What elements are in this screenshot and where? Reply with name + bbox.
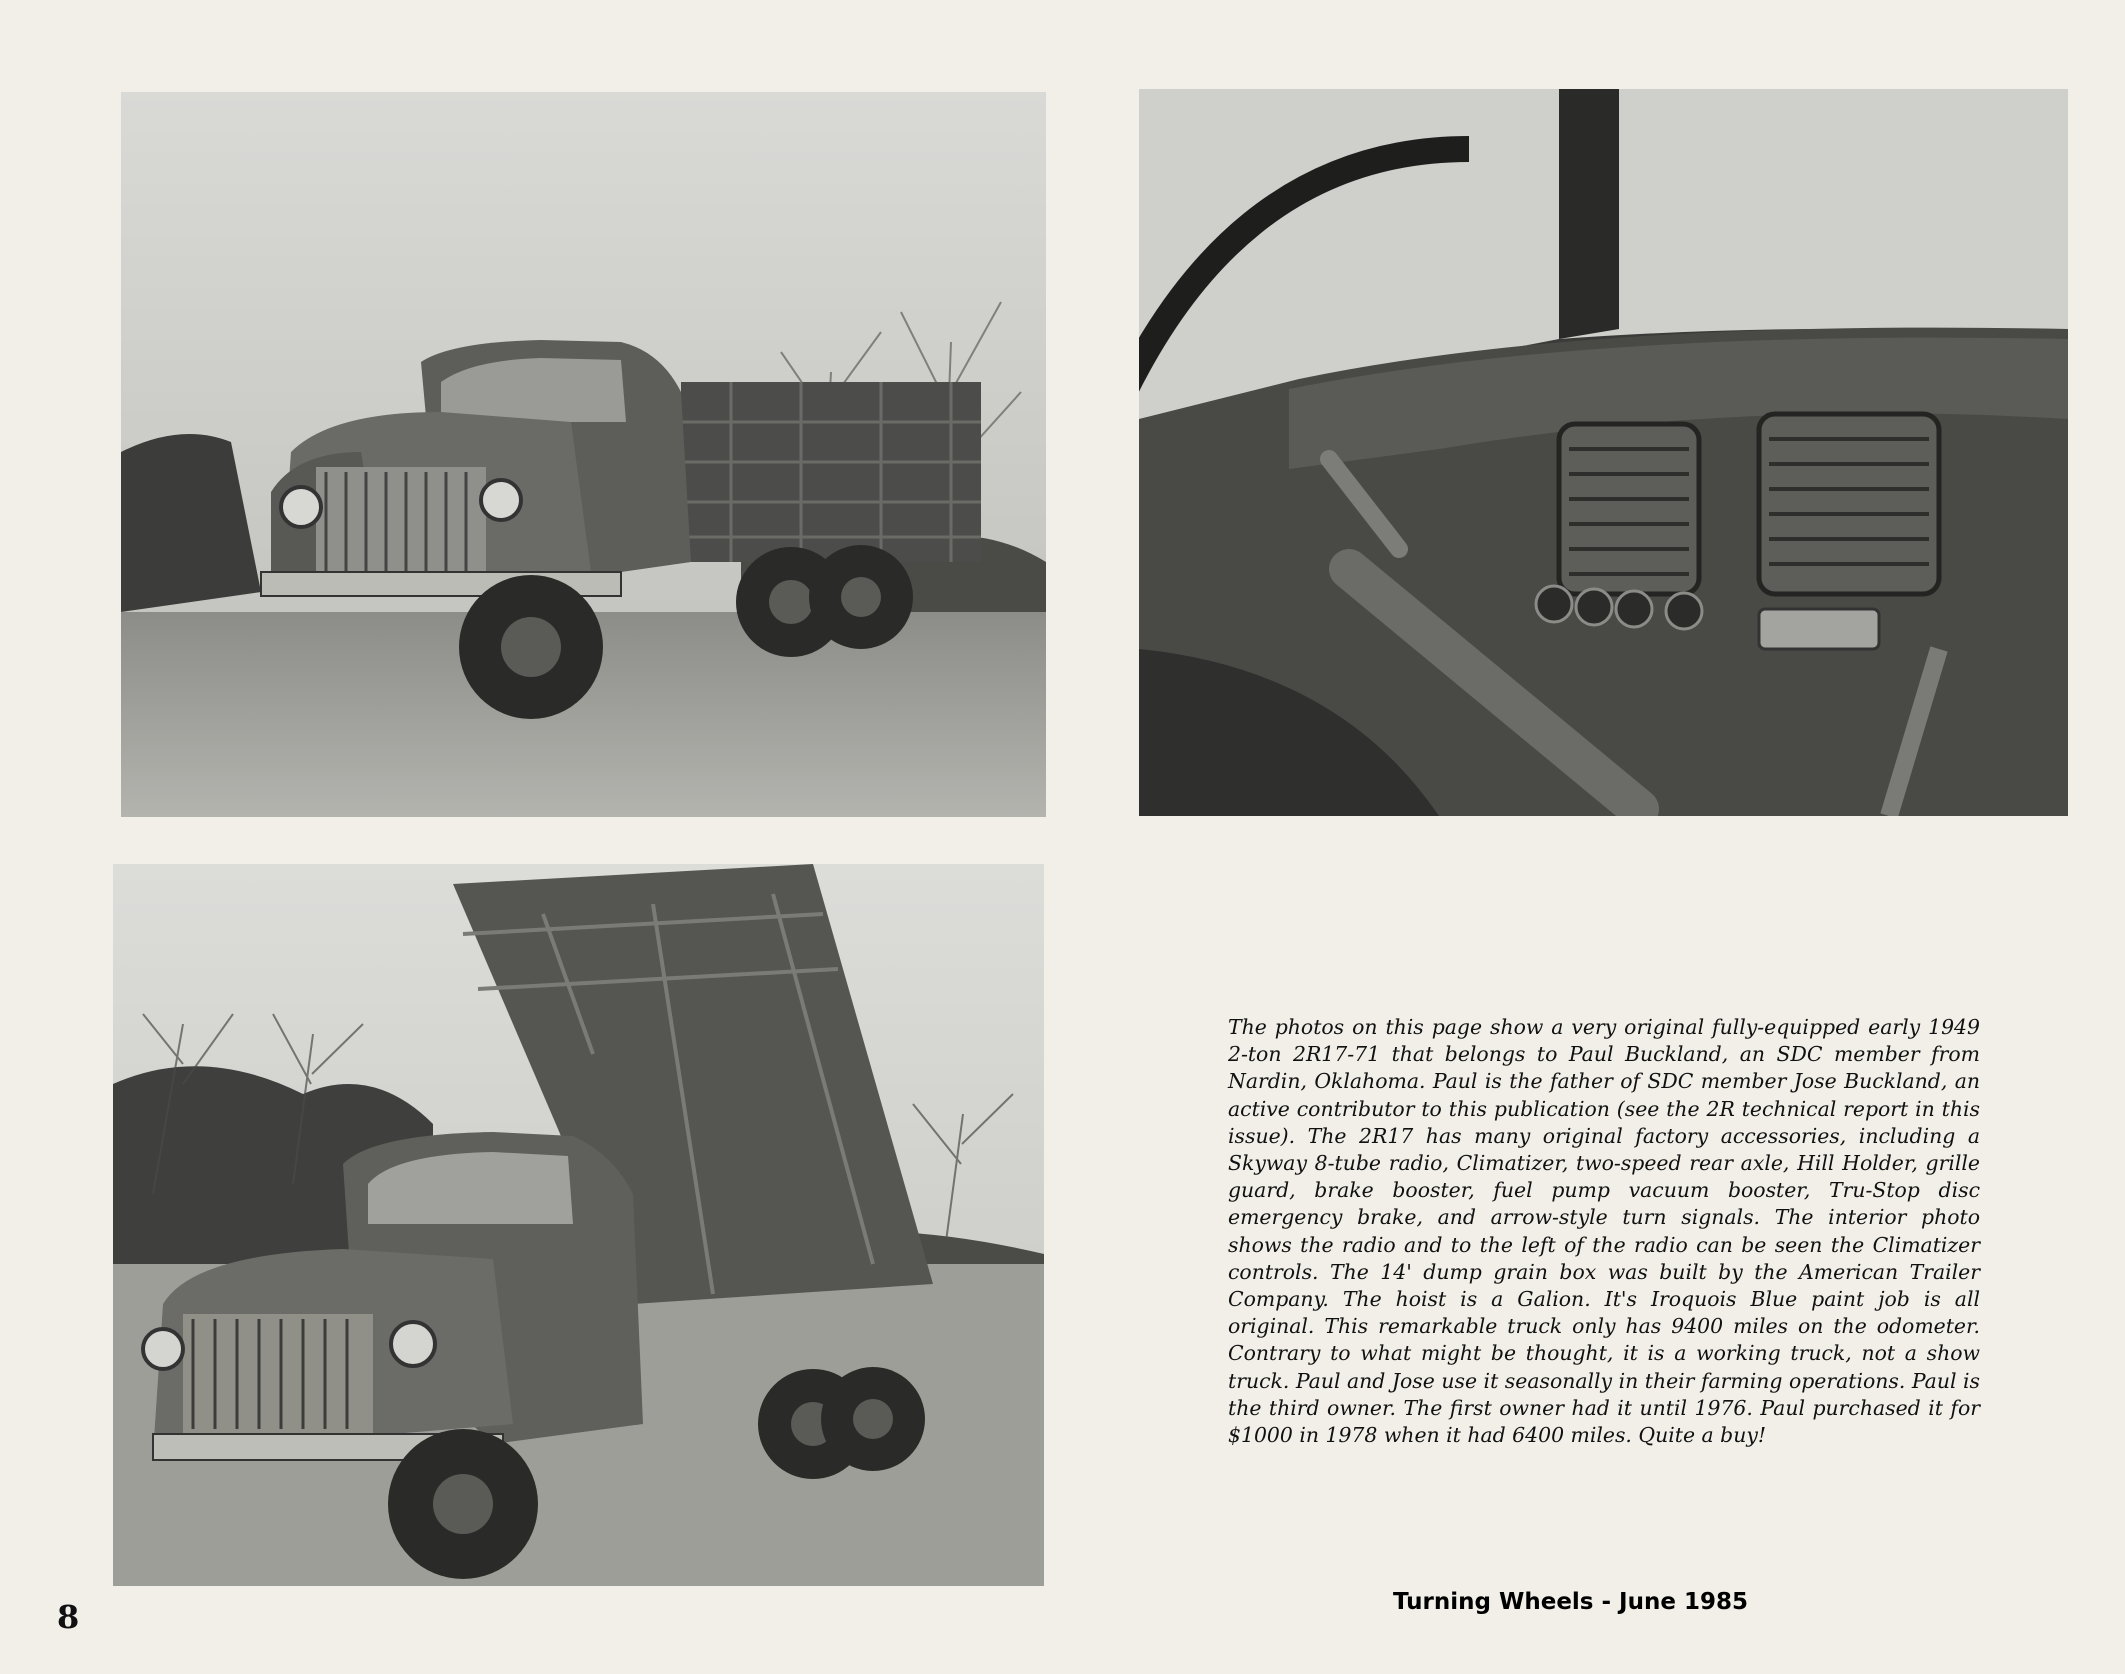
photo-truck-exterior [121, 92, 1046, 817]
photo-caption: The photos on this page show a very original fully-equipped early 1949 2-ton 2R17-71 that belongs to Paul Buckland, an SDC member from Nardin, Oklahoma. Paul is the father of SDC member Jose Buckland, an active contributor to this publication (see the 2R technical report in this issue). The 2R17 has many original factory accessories, including a Skyway 8-tube radio, Climatizer, two-speed rear axle, Hill Holder, grille guard, brake booster, fuel pump vacuum booster, Tru-Stop disc emergency brake, and arrow-style turn signals. The interior photo shows the radio and to the left of the radio can be seen the Climatizer controls. The 14' dump grain box was built by the American Trailer Company. The hoist is a Galion. It's Iroquois Blue paint job is all original. This remarkable truck only has 9400 miles on the odometer. Contrary to what might be thought, it is a working truck, not a show truck. Paul and Jose use it seasonally in their farming operations. Paul is the third owner. The first owner had it until 1976. Paul purchased it for $1000 in 1978 when it had 6400 miles. Quite a buy! [1228, 1015, 1980, 1448]
running-footer: Turning Wheels - June 1985 [1393, 1589, 1748, 1615]
photo-truck-interior [1139, 89, 2068, 816]
photo-truck-dump-raised [113, 864, 1044, 1586]
page-number: 8 [57, 1598, 80, 1636]
